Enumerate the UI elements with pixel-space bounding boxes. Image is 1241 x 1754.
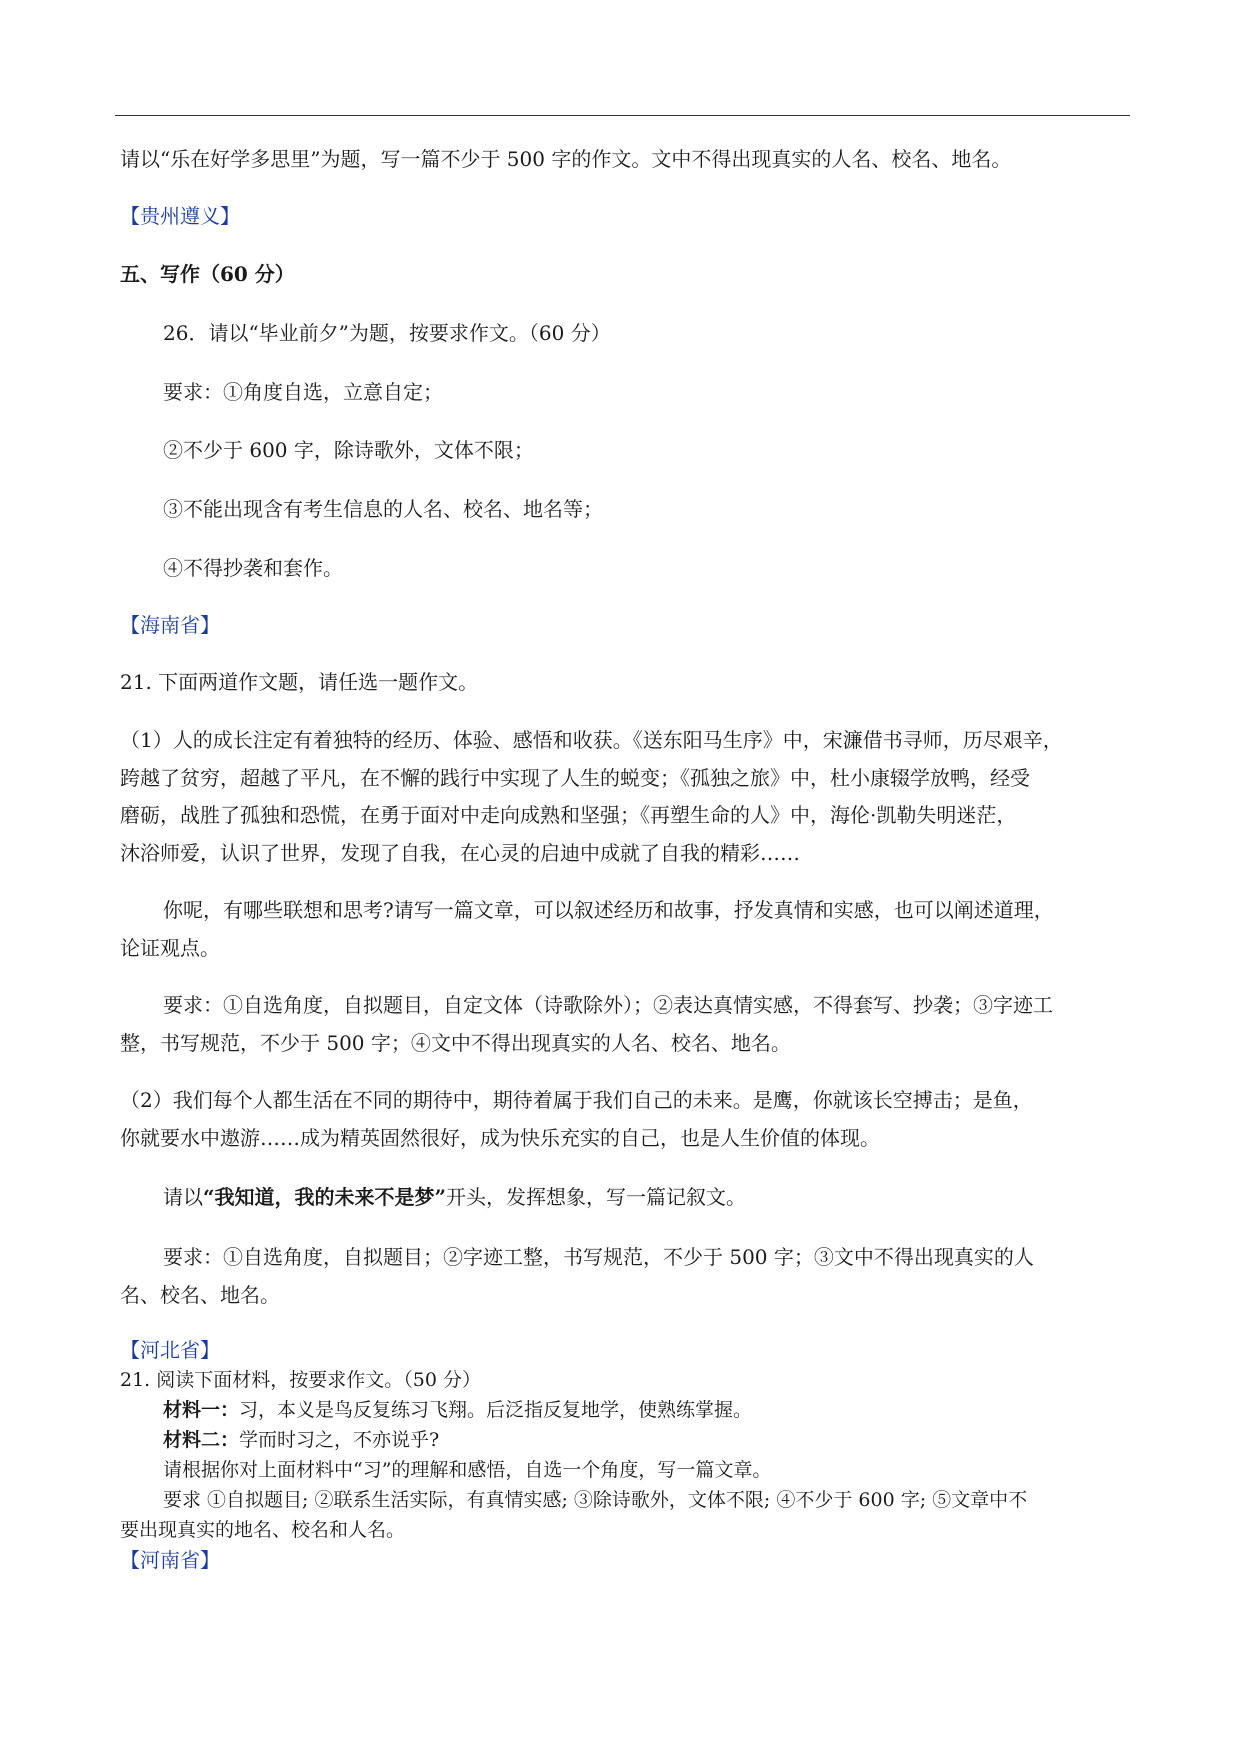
hebei-requirements-line-1: 要求 ①自拟题目; ②联系生活实际，有真情实感; ③除诗歌外，文体不限; ④不少于 600 字; ⑤文章中不 [163,1489,1028,1511]
region-label-hebei: 【河北省】 [120,1338,220,1362]
question-21-hainan: 21. 下面两道作文题，请任选一题作文。 [120,670,479,694]
material-1 [163,1397,752,1423]
requirement-3: ③不能出现含有考生信息的人名、校名、地名等； [163,497,603,521]
option-2-prompt [163,1184,746,1210]
region-label-guizhou-zunyi: 【贵州遵义】 [120,204,240,228]
option-1-line-3: 磨砺，战胜了孤独和恐慌，在勇于面对中走向成熟和坚强；《再塑生命的人》中，海伦·凯勒失明迷茫， [120,803,1017,827]
option-2-prompt-pre: 请以 [163,1185,203,1209]
option-1-requirements-line-2: 整，书写规范，不少于 500 字；④文中不得出现真实的人名、校名、地名。 [120,1031,791,1055]
option-1-line-1: （1）人的成长注定有着独特的经历、体验、感悟和收获。《送东阳马生序》中，宋濂借书寻师，历尽艰辛， [120,728,1063,752]
question-26: 26．请以“毕业前夕”为题，按要求作文。（60 分） [163,321,611,345]
option-1-prompt-line-2: 论证观点。 [120,936,220,960]
option-2-line-2: 你就要水中遨游……成为精英固然很好，成为快乐充实的自己，也是人生价值的体现。 [120,1126,880,1150]
option-1-prompt-line-1: 你呢，有哪些联想和思考?请写一篇文章，可以叙述经历和故事，抒发真情和实感，也可以阐述道理， [163,898,1054,922]
region-label-hainan: 【海南省】 [120,613,220,637]
option-1-line-4: 沐浴师爱，认识了世界，发现了自我，在心灵的启迪中成就了自我的精彩…… [120,841,800,865]
requirement-4: ④不得抄袭和套作。 [163,556,343,580]
hebei-prompt: 请根据你对上面材料中“习”的理解和感悟，自选一个角度，写一篇文章。 [163,1459,772,1481]
option-2-line-1: （2）我们每个人都生活在不同的期待中，期待着属于我们自己的未来。是鹰，你就该长空搏击；是鱼， [120,1088,1033,1112]
region-label-henan: 【河南省】 [120,1548,220,1572]
material-2 [163,1427,439,1453]
requirement-2: ②不少于 600 字，除诗歌外，文体不限； [163,438,534,462]
header-rule [115,115,1130,116]
option-2-prompt-bold: “我知道，我的未来不是梦” [203,1185,447,1209]
essay-prompt-text: 请以“乐在好学多思里”为题，写一篇不少于 500 字的作文。文中不得出现真实的人名、校名、地名。 [120,147,1012,171]
material-1-text: 习，本义是鸟反复练习飞翔。后泛指反复地学，使熟练掌握。 [239,1399,753,1421]
question-21-hebei: 21. 阅读下面材料，按要求作文。（50 分） [120,1369,481,1391]
option-2-requirements-line-1: 要求：①自选角度，自拟题目；②字迹工整，书写规范，不少于 500 字；③文中不得出现真实的人 [163,1245,1034,1269]
option-2-prompt-post: 开头，发挥想象，写一篇记叙文。 [446,1185,747,1209]
option-1-line-2: 跨越了贫穷，超越了平凡，在不懈的践行中实现了人生的蜕变；《孤独之旅》中，杜小康辍学放鸭，经受 [120,766,1030,790]
material-1-label: 材料一： [163,1399,240,1421]
option-2-requirements-line-2: 名、校名、地名。 [120,1283,280,1307]
section-heading-writing: 五、写作（60 分） [120,262,295,286]
hebei-requirements-line-2: 要出现真实的地名、校名和人名。 [120,1519,406,1541]
requirement-1: 要求：①角度自选，立意自定； [163,380,443,404]
option-1-requirements-line-1: 要求：①自选角度，自拟题目，自定文体（诗歌除外）；②表达真情实感，不得套写、抄袭；③字迹工 [163,993,1053,1017]
material-2-label: 材料二： [163,1429,240,1451]
material-2-text: 学而时习之，不亦说乎? [239,1429,440,1451]
